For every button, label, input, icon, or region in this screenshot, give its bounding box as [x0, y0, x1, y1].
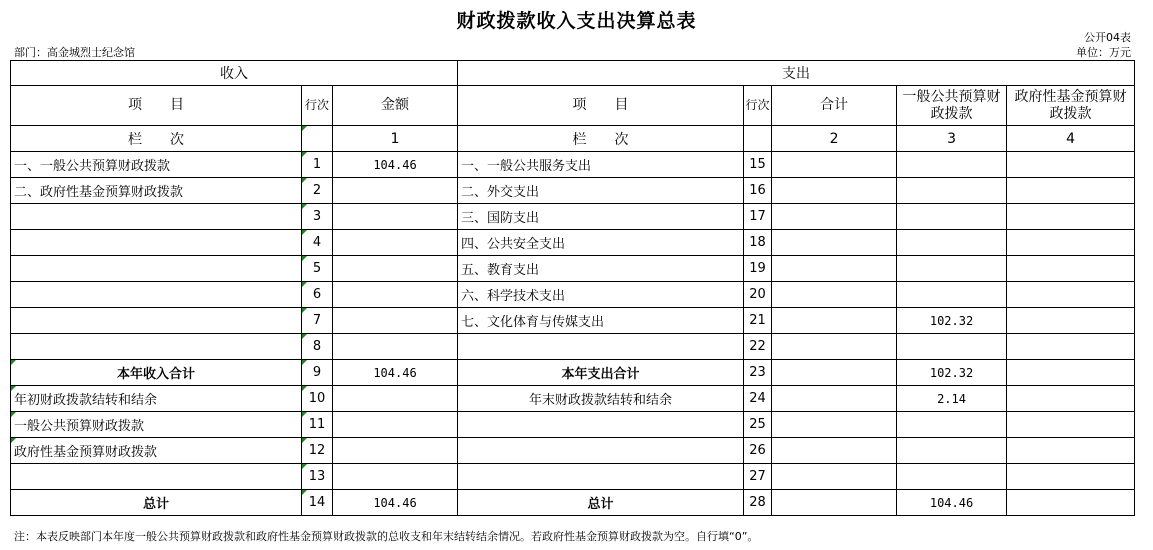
total-cell — [772, 412, 897, 438]
income-row-no-cell: 9 — [302, 360, 333, 386]
unit-label: 单位：万元 — [1076, 46, 1131, 59]
expense-row-no-cell: 22 — [744, 334, 772, 360]
income-item-cell: 年初财政拨款结转和结余 — [11, 386, 302, 412]
form-number: 公开04表 — [1084, 31, 1131, 44]
gov-fund-cell — [1007, 360, 1135, 386]
expense-item-cell: 七、文化体育与传媒支出 — [458, 308, 744, 334]
income-amount-cell — [333, 256, 458, 282]
income-amount-cell: 104.46 — [333, 360, 458, 386]
general-budget-cell — [897, 178, 1007, 204]
expense-item-cell: 四、公共安全支出 — [458, 230, 744, 256]
table-row — [11, 412, 1135, 438]
total-cell — [772, 178, 897, 204]
income-row-no-cell: 13 — [302, 464, 333, 490]
expense-col-no-cell — [744, 126, 772, 152]
expense-item-header: 项 目 — [458, 86, 744, 126]
expense-col-label: 栏 次 — [458, 126, 744, 152]
total-cell — [772, 386, 897, 412]
col-4-label: 4 — [1007, 126, 1135, 152]
total-cell — [772, 204, 897, 230]
expense-item-cell: 本年支出合计 — [458, 360, 744, 386]
expense-row-no-cell: 17 — [744, 204, 772, 230]
expense-item-cell: 一、一般公共服务支出 — [458, 152, 744, 178]
table-row — [11, 490, 1135, 516]
general-budget-cell — [897, 256, 1007, 282]
income-item-cell — [11, 282, 302, 308]
table-row — [11, 334, 1135, 360]
col-3-label: 3 — [897, 126, 1007, 152]
income-amount-cell — [333, 438, 458, 464]
income-amount-cell — [333, 230, 458, 256]
table-row — [11, 204, 1135, 230]
page-title: 财政拨款收入支出决算总表 — [456, 10, 697, 32]
income-item-cell: 二、政府性基金预算财政拨款 — [11, 178, 302, 204]
total-cell — [772, 360, 897, 386]
total-cell — [772, 152, 897, 178]
table-row — [11, 282, 1135, 308]
income-row-no-cell: 2 — [302, 178, 333, 204]
expense-row-no-cell: 18 — [744, 230, 772, 256]
income-amount-cell — [333, 308, 458, 334]
income-amount-cell — [333, 464, 458, 490]
income-item-cell: 总计 — [11, 490, 302, 516]
general-budget-cell — [897, 412, 1007, 438]
table-row — [11, 308, 1135, 334]
gov-fund-cell — [1007, 464, 1135, 490]
general-budget-cell: 102.32 — [897, 308, 1007, 334]
income-item-cell: 政府性基金预算财政拨款 — [11, 438, 302, 464]
expense-item-cell: 年末财政拨款结转和结余 — [458, 386, 744, 412]
general-budget-cell: 102.32 — [897, 360, 1007, 386]
income-row-no-cell: 5 — [302, 256, 333, 282]
total-cell — [772, 256, 897, 282]
general-budget-cell: 104.46 — [897, 490, 1007, 516]
gov-fund-cell — [1007, 152, 1135, 178]
income-item-cell: 一般公共预算财政拨款 — [11, 412, 302, 438]
total-cell — [772, 490, 897, 516]
expense-row-no-cell: 23 — [744, 360, 772, 386]
table-row — [11, 230, 1135, 256]
gov-fund-cell — [1007, 490, 1135, 516]
income-item-cell — [11, 230, 302, 256]
expense-item-cell — [458, 464, 744, 490]
total-cell — [772, 334, 897, 360]
income-row-no-cell: 14 — [302, 490, 333, 516]
expense-item-cell: 六、科学技术支出 — [458, 282, 744, 308]
income-row-no-cell: 7 — [302, 308, 333, 334]
general-budget-cell — [897, 204, 1007, 230]
table-row — [11, 360, 1135, 386]
table-row — [11, 256, 1135, 282]
table-row — [11, 464, 1135, 490]
expense-row-no-cell: 15 — [744, 152, 772, 178]
table-row — [11, 178, 1135, 204]
gov-fund-cell — [1007, 334, 1135, 360]
expense-row-no-cell: 19 — [744, 256, 772, 282]
income-item-cell: 一、一般公共预算财政拨款 — [11, 152, 302, 178]
expense-header: 支出 — [458, 61, 1135, 86]
expense-row-no-cell: 25 — [744, 412, 772, 438]
expense-row-no-cell: 24 — [744, 386, 772, 412]
general-budget-cell — [897, 464, 1007, 490]
total-cell — [772, 438, 897, 464]
expense-item-cell: 三、国防支出 — [458, 204, 744, 230]
col-2-label: 2 — [772, 126, 897, 152]
income-amount-cell: 104.46 — [333, 490, 458, 516]
gov-fund-cell — [1007, 230, 1135, 256]
income-header: 收入 — [11, 61, 458, 86]
amount-header: 金额 — [333, 86, 458, 126]
income-item-cell — [11, 334, 302, 360]
total-cell — [772, 282, 897, 308]
total-header: 合计 — [772, 86, 897, 126]
general-budget-cell: 2.14 — [897, 386, 1007, 412]
income-item-cell — [11, 308, 302, 334]
income-row-no-cell: 1 — [302, 152, 333, 178]
income-row-no-cell: 12 — [302, 438, 333, 464]
gov-fund-cell — [1007, 386, 1135, 412]
income-amount-cell — [333, 334, 458, 360]
income-col-no-cell — [302, 126, 333, 152]
income-amount-cell — [333, 412, 458, 438]
income-row-no-header: 行次 — [302, 86, 333, 126]
expense-row-no-cell: 20 — [744, 282, 772, 308]
gov-fund-cell — [1007, 256, 1135, 282]
expense-row-no-cell: 28 — [744, 490, 772, 516]
income-item-cell — [11, 256, 302, 282]
income-row-no-cell: 4 — [302, 230, 333, 256]
general-budget-cell — [897, 152, 1007, 178]
gov-fund-cell — [1007, 178, 1135, 204]
income-item-cell — [11, 464, 302, 490]
gov-fund-cell — [1007, 438, 1135, 464]
general-budget-cell — [897, 230, 1007, 256]
income-amount-cell — [333, 204, 458, 230]
table-row — [11, 152, 1135, 178]
income-item-cell — [11, 204, 302, 230]
expense-item-cell — [458, 438, 744, 464]
income-amount-cell: 104.46 — [333, 152, 458, 178]
expense-item-cell — [458, 334, 744, 360]
gov-fund-cell — [1007, 204, 1135, 230]
gov-fund-cell — [1007, 282, 1135, 308]
income-item-cell: 本年收入合计 — [11, 360, 302, 386]
income-row-no-cell: 10 — [302, 386, 333, 412]
total-cell — [772, 308, 897, 334]
expense-row-no-cell: 21 — [744, 308, 772, 334]
footnote: 注：本表反映部门本年度一般公共预算财政拨款和政府性基金预算财政拨款的总收支和年末结转结余情况。若政府性基金预算财政拨款为空。自行填“0”。 — [14, 530, 759, 543]
gov-fund-header: 政府性基金预算财政拨款 — [1007, 86, 1135, 126]
gov-fund-cell — [1007, 308, 1135, 334]
general-budget-header: 一般公共预算财政拨款 — [897, 86, 1007, 126]
table-row — [11, 386, 1135, 412]
expense-item-cell — [458, 412, 744, 438]
expense-row-no-cell: 16 — [744, 178, 772, 204]
income-amount-cell — [333, 282, 458, 308]
income-col-label: 栏 次 — [11, 126, 302, 152]
expense-row-no-cell: 27 — [744, 464, 772, 490]
table-row — [11, 438, 1135, 464]
gov-fund-cell — [1007, 412, 1135, 438]
general-budget-cell — [897, 282, 1007, 308]
income-item-header: 项 目 — [11, 86, 302, 126]
department-label: 部门：高金城烈士纪念馆 — [14, 46, 135, 59]
income-amount-cell — [333, 178, 458, 204]
income-row-no-cell: 8 — [302, 334, 333, 360]
expense-row-no-header: 行次 — [744, 86, 772, 126]
income-row-no-cell: 11 — [302, 412, 333, 438]
total-cell — [772, 230, 897, 256]
expense-item-cell: 五、教育支出 — [458, 256, 744, 282]
expense-row-no-cell: 26 — [744, 438, 772, 464]
income-row-no-cell: 3 — [302, 204, 333, 230]
income-amount-cell — [333, 386, 458, 412]
general-budget-cell — [897, 334, 1007, 360]
total-cell — [772, 464, 897, 490]
general-budget-cell — [897, 438, 1007, 464]
col-1-label: 1 — [333, 126, 458, 152]
expense-item-cell: 总计 — [458, 490, 744, 516]
budget-table — [10, 60, 1135, 516]
expense-item-cell: 二、外交支出 — [458, 178, 744, 204]
income-row-no-cell: 6 — [302, 282, 333, 308]
